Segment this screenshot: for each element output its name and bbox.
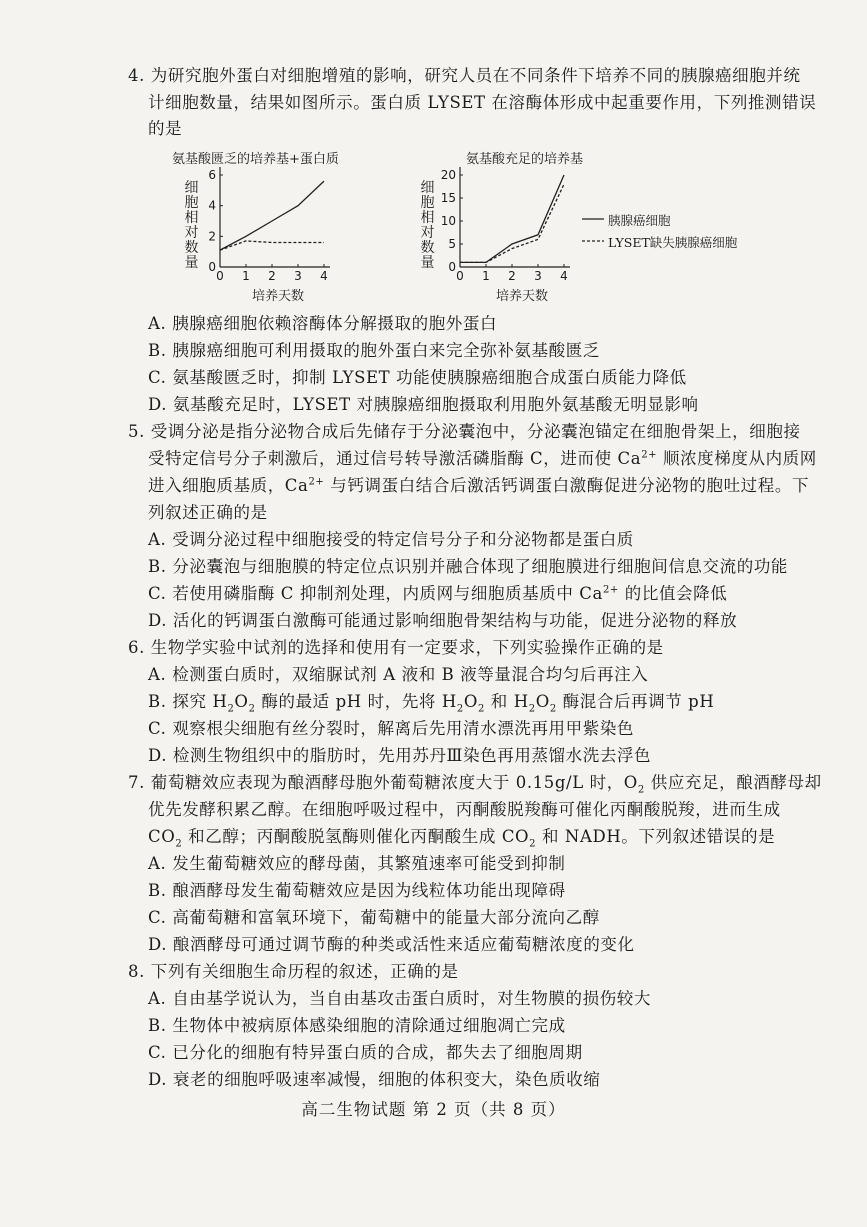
chart1-y-tick-label: 0 (208, 260, 216, 274)
q5-option-c: C. 若使用磷脂酶 C 抑制剂处理，内质网与细胞质基质中 $Ca^{2+}$ 的比值会降低 (148, 584, 728, 603)
q6-option-c: C. 观察根尖细胞有丝分裂时，解离后先用清水漂洗再用甲紫染色 (148, 719, 635, 738)
q4-option-d: D. 氨基酸充足时，LYSET 对胰腺癌细胞摄取利用胞外氨基酸无明显影响 (148, 395, 699, 414)
q4-option-a: A. 胰腺癌细胞依赖溶酶体分解摄取的胞外蛋白 (148, 314, 498, 333)
chart2-ylabel: 细 胞 相 对 数 量 (420, 180, 435, 271)
chart1-y-tick-label: 4 (208, 198, 216, 213)
chart2-y-tick-label: 0 (448, 260, 456, 274)
chart-amino-acid-deficient (170, 145, 370, 305)
q7-stem-line1: 7. 葡萄糖效应表现为酿酒酵母胞外葡萄糖浓度大于 0.15g/L 时，$O_2$ 供应充足，酿酒酵母却 (128, 773, 822, 796)
q5-stem-line4: 列叙述正确的是 (148, 503, 268, 522)
legend-dashed-label: LYSET缺失胰腺癌细胞 (608, 235, 738, 250)
page-footer: 高二生物试题 第 2 页（共 8 页） (301, 1100, 566, 1119)
chart1-title: 氨基酸匮乏的培养基+蛋白质 (172, 152, 339, 167)
q6-option-a: A. 检测蛋白质时，双缩脲试剂 A 液和 B 液等量混合均匀后再注入 (148, 665, 649, 684)
legend-solid-label: 胰腺癌细胞 (608, 213, 671, 228)
q7-option-b: B. 酿酒酵母发生葡萄糖效应是因为线粒体功能出现障碍 (148, 881, 566, 900)
q5-stem-line1: 5. 受调分泌是指分泌物合成后先储存于分泌囊泡中，分泌囊泡锚定在细胞骨架上，细胞接 (128, 422, 801, 441)
q4-stem-line3: 的是 (148, 119, 183, 138)
q7-stem-line2: 优先发酵积累乙醇。在细胞呼吸过程中，丙酮酸脱羧酶可催化丙酮酸脱羧，进而生成 (148, 800, 781, 819)
chart2-x-tick-label: 0 (456, 269, 464, 283)
chart2-title: 氨基酸充足的培养基 (466, 152, 584, 167)
chart2-series-dashed-line (460, 184, 564, 262)
chart1-x-tick-label: 0 (216, 269, 224, 283)
q7-stem-line3: $CO_2$ 和乙醇；丙酮酸脱氢酶则催化丙酮酸生成 $CO_2$ 和 NADH。下列叙述错误的是 (148, 827, 776, 850)
chart1-y-tick-label: 2 (208, 229, 216, 244)
q6-option-d: D. 检测生物组织中的脂肪时，先用苏丹Ⅲ染色再用蒸馏水洗去浮色 (148, 746, 652, 765)
chart1-series-solid-line (220, 181, 324, 250)
chart2-x-tick-label: 1 (482, 269, 490, 283)
chart2-x-tick-label: 2 (508, 269, 516, 283)
chart2-x-tick-label: 3 (534, 269, 542, 283)
q4-option-c: C. 氨基酸匮乏时，抑制 LYSET 功能使胰腺癌细胞合成蛋白质能力降低 (148, 368, 687, 387)
q8-option-c: C. 已分化的细胞有特异蛋白质的合成，都失去了细胞周期 (148, 1043, 583, 1062)
q4-stem-line2: 计细胞数量，结果如图所示。蛋白质 LYSET 在溶酶体形成中起重要作用，下列推测错误 (148, 93, 817, 112)
q4-stem-line1: 4. 为研究胞外蛋白对细胞增殖的影响，研究人员在不同条件下培养不同的胰腺癌细胞并统 (128, 66, 801, 85)
chart-amino-acid-sufficient (412, 145, 812, 305)
q5-option-a: A. 受调分泌过程中细胞接受的特定信号分子和分泌物都是蛋白质 (148, 530, 634, 549)
chart1-x-tick-label: 1 (242, 269, 250, 283)
chart2-y-tick-label: 20 (440, 168, 456, 182)
q7-option-a: A. 发生葡萄糖效应的酵母菌，其繁殖速率可能受到抑制 (148, 854, 566, 873)
q6-option-b: B. 探究 $H_2O_2$ 酶的最适 pH 时，先将 $H_2O_2$ 和 $H_2O_2$ 酶混合后再调节 pH (148, 692, 715, 715)
chart1-x-tick-label: 4 (320, 269, 328, 283)
q7-option-c: C. 高葡萄糖和富氧环境下，葡萄糖中的能量大部分流向乙醇 (148, 908, 600, 927)
chart2-y-tick-label: 15 (440, 191, 456, 205)
chart1-xlabel: 培养天数 (252, 289, 305, 304)
chart2-x-tick-label: 4 (560, 269, 568, 283)
q5-stem-line2: 受特定信号分子刺激后，通过信号转导激活磷脂酶 C，进而使 $Ca^{2+}$ 顺浓度梯度从内质网 (148, 449, 817, 468)
chart1-plot (170, 145, 370, 305)
chart2-y-tick-label: 5 (448, 237, 456, 251)
chart1-x-tick-label: 3 (294, 269, 302, 283)
q8-option-d: D. 衰老的细胞呼吸速率减慢，细胞的体积变大，染色质收缩 (148, 1070, 601, 1089)
chart1-ylabel: 细 胞 相 对 数 量 (184, 180, 199, 271)
q6-stem: 6. 生物学实验中试剂的选择和使用有一定要求，下列实验操作正确的是 (128, 638, 664, 657)
q5-stem-line3: 进入细胞质基质，$Ca^{2+}$ 与钙调蛋白结合后激活钙调蛋白激酶促进分泌物的胞吐过程。下 (148, 476, 810, 495)
q7-option-d: D. 酿酒酵母可通过调节酶的种类或活性来适应葡萄糖浓度的变化 (148, 935, 635, 954)
q8-stem: 8. 下列有关细胞生命历程的叙述，正确的是 (128, 962, 459, 981)
chart1-y-tick-label: 6 (208, 168, 216, 182)
q5-option-b: B. 分泌囊泡与细胞膜的特定位点识别并融合体现了细胞膜进行细胞间信息交流的功能 (148, 557, 789, 576)
chart2-xlabel: 培养天数 (496, 289, 549, 304)
chart1-x-tick-label: 2 (268, 269, 276, 283)
q8-option-b: B. 生物体中被病原体感染细胞的清除通过细胞凋亡完成 (148, 1016, 566, 1035)
q4-option-b: B. 胰腺癌细胞可利用摄取的胞外蛋白来完全弥补氨基酸匮乏 (148, 341, 600, 360)
q8-option-a: A. 自由基学说认为，当自由基攻击蛋白质时，对生物膜的损伤较大 (148, 989, 652, 1008)
chart2-y-tick-label: 10 (440, 214, 456, 228)
q5-option-d: D. 活化的钙调蛋白激酶可能通过影响细胞骨架结构与功能，促进分泌物的释放 (148, 611, 738, 630)
